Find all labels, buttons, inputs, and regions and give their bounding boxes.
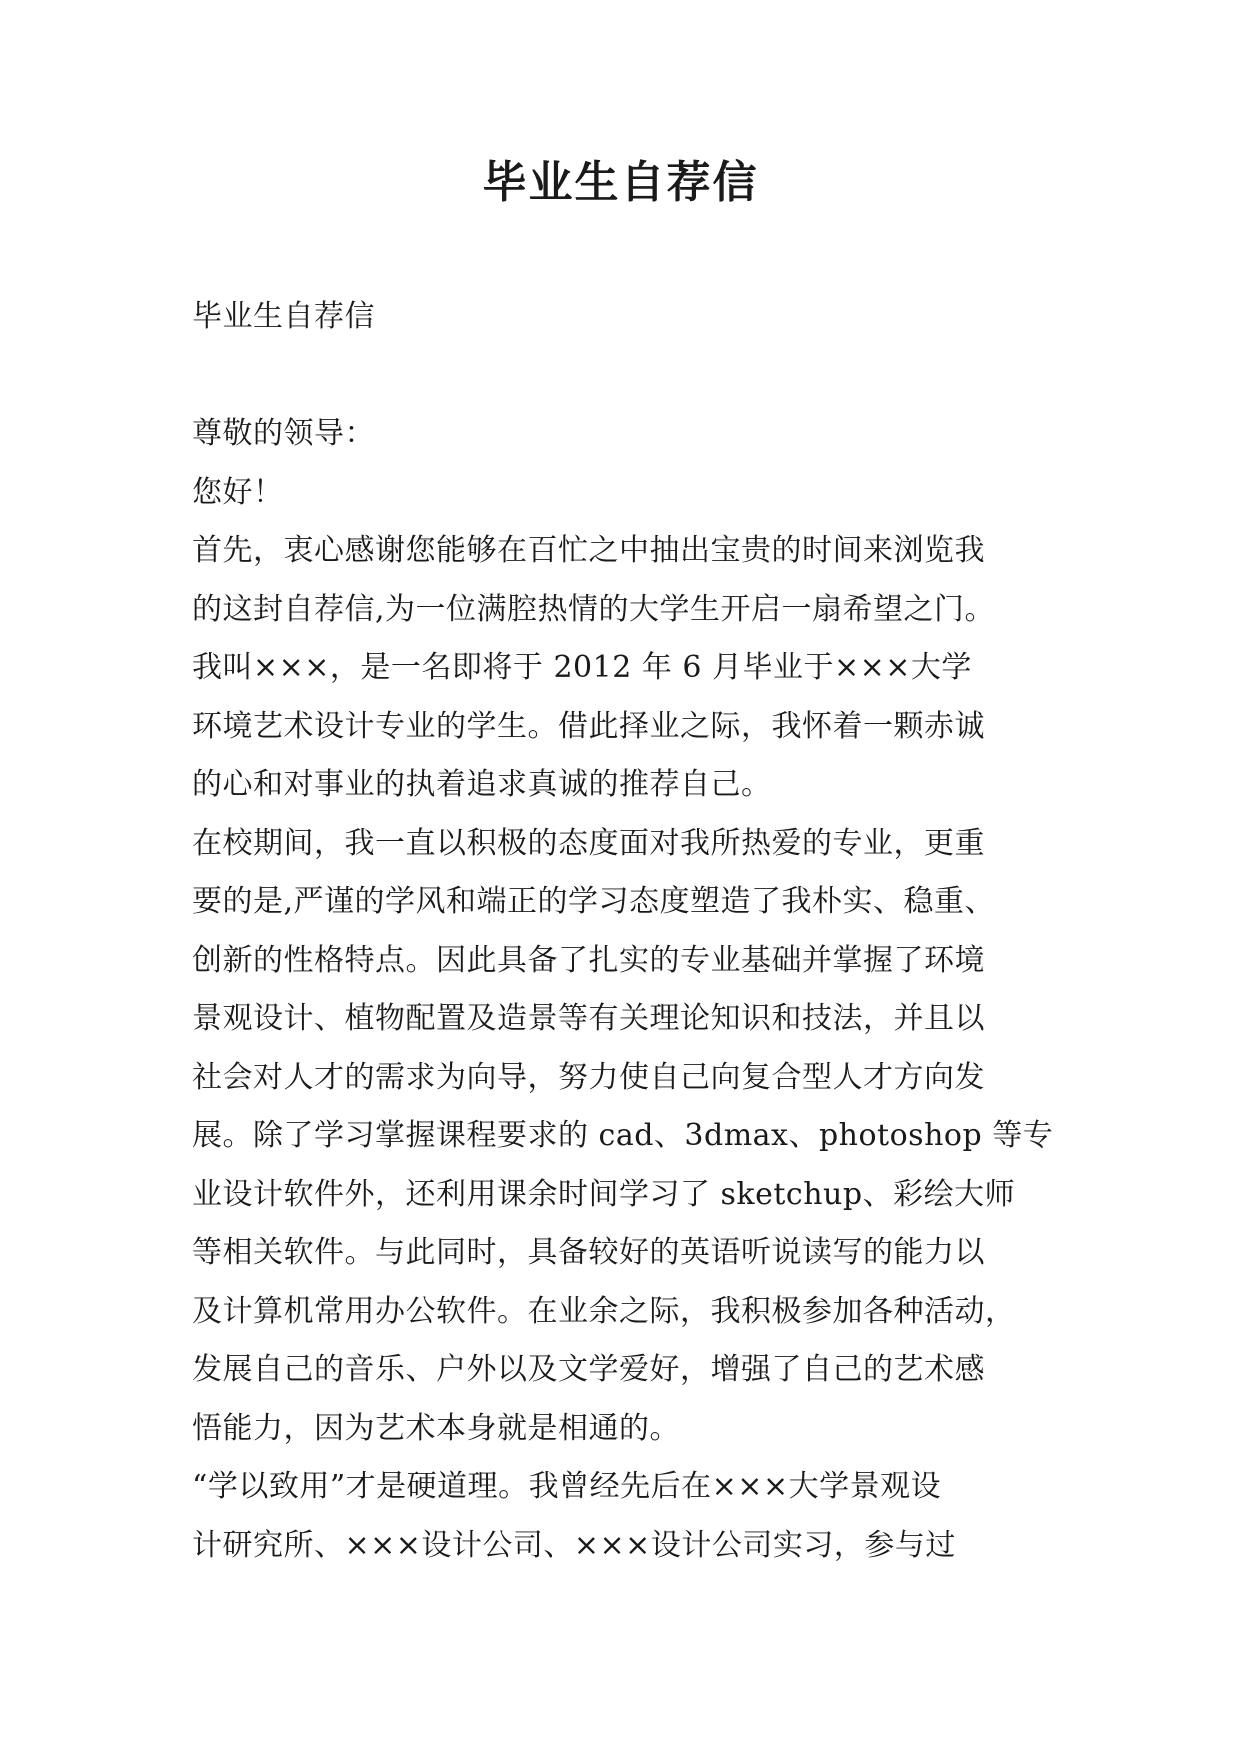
document-title: 毕业生自荐信 [482, 157, 759, 208]
letter-line: 业设计软件外，还利用课余时间学习了 sketchup、彩绘大师 [192, 1176, 1016, 1212]
letter-line: 我叫×××，是一名即将于 2012 年 6 月毕业于×××大学 [192, 650, 972, 685]
letter-line: 及计算机常用办公软件。在业余之际，我积极参加各种活动， [192, 1293, 1016, 1329]
letter-salutation: 尊敬的领导： [192, 416, 375, 451]
letter-line: 环境艺术设计专业的学生。借此择业之际，我怀着一颗赤诚 [192, 708, 985, 744]
letter-line: 发展自己的音乐、户外以及文学爱好，增强了自己的艺术感 [192, 1352, 985, 1387]
blank-line [192, 347, 1052, 406]
letter-line: 在校期间，我一直以积极的态度面对我所热爱的专业，更重 [192, 825, 985, 861]
letter-line: 社会对人才的需求为向导，努力使自己向复合型人才方向发 [192, 1059, 985, 1095]
letter-line: 创新的性格特点。因此具备了扎实的专业基础并掌握了环境 [192, 942, 985, 978]
letter-line: 的心和对事业的执着追求真诚的推荐自己。 [192, 767, 772, 802]
letter-line: 展。除了学习掌握课程要求的 cad、3dmax、photoshop 等专 [192, 1118, 1054, 1153]
letter-line: “学以致用”才是硬道理。我曾经先后在×××大学景观设 [192, 1469, 942, 1504]
letter-line: 首先，衷心感谢您能够在百忙之中抽出宝贵的时间来浏览我 [192, 533, 985, 568]
letter-line: 等相关软件。与此同时，具备较好的英语听说读写的能力以 [192, 1235, 985, 1270]
letter-subtitle: 毕业生自荐信 [192, 299, 375, 334]
letter-line: 计研究所、×××设计公司、×××设计公司实习，参与过 [192, 1527, 956, 1563]
letter-greeting: 您好！ [192, 474, 284, 510]
letter-line: 的这封自荐信,为一位满腔热情的大学生开启一扇希望之门。 [192, 591, 996, 627]
letter-line: 景观设计、植物配置及造景等有关理论知识和技法，并且以 [192, 1001, 985, 1036]
letter-line: 悟能力，因为艺术本身就是相通的。 [192, 1410, 680, 1446]
letter-body [192, 288, 1052, 1575]
letter-line: 要的是,严谨的学风和端正的学习态度塑造了我朴实、稳重、 [192, 884, 996, 919]
